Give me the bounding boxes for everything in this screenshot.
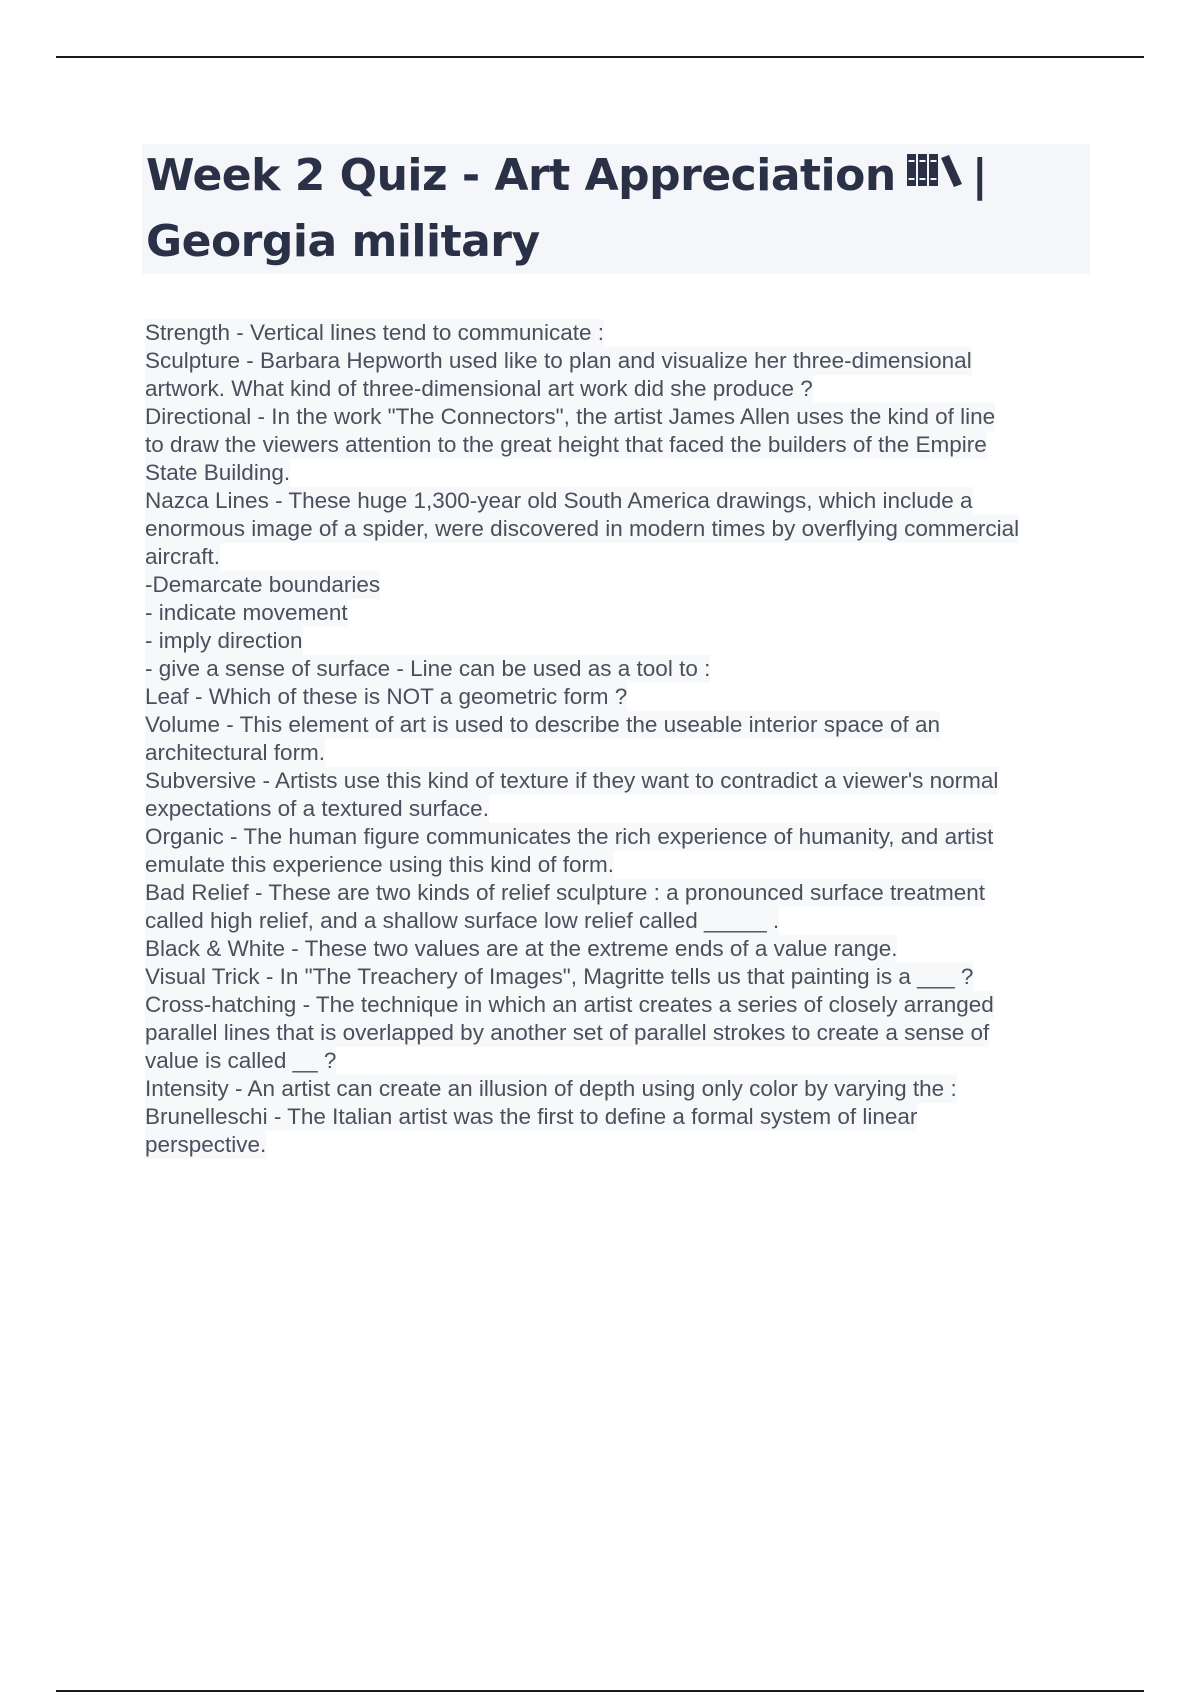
- text-line: value is called __ ?: [145, 1048, 337, 1073]
- text-line: - indicate movement: [145, 600, 348, 625]
- title-part-2: Georgia military: [146, 216, 540, 267]
- text-line: Volume - This element of art is used to describe the useable interior space of an: [145, 712, 941, 737]
- text-line: artwork. What kind of three-dimensional art work did she produce ?: [145, 376, 813, 401]
- title-separator: |: [971, 150, 988, 201]
- text-line: perspective.: [145, 1132, 267, 1157]
- text-line: expectations of a textured surface.: [145, 796, 489, 821]
- text-line: parallel lines that is overlapped by another set of parallel strokes to create a sense of: [145, 1020, 990, 1045]
- text-line: Sculpture - Barbara Hepworth used like to plan and visualize her three-dimensional: [145, 348, 972, 373]
- text-line: Intensity - An artist can create an illusion of depth using only color by varying the :: [145, 1076, 957, 1101]
- title-block: [142, 144, 1090, 274]
- quiz-content: [145, 319, 1095, 1159]
- text-line: Strength - Vertical lines tend to communicate :: [145, 320, 604, 345]
- text-line: Black & White - These two values are at the extreme ends of a value range.: [145, 936, 898, 961]
- books-icon: [906, 142, 966, 206]
- text-line: Visual Trick - In "The Treachery of Images", Magritte tells us that painting is a ___ ?: [145, 964, 974, 989]
- text-line: to draw the viewers attention to the great height that faced the builders of the Empire: [145, 432, 987, 457]
- text-line: Organic - The human figure communicates the rich experience of humanity, and artist: [145, 824, 994, 849]
- title-part-1: Week 2 Quiz - Art Appreciation: [146, 150, 896, 201]
- text-line: Leaf - Which of these is NOT a geometric form ?: [145, 684, 628, 709]
- text-line: enormous image of a spider, were discovered in modern times by overflying commercial: [145, 516, 1020, 541]
- top-rule: [56, 56, 1144, 58]
- text-line: aircraft.: [145, 544, 221, 569]
- page-title: [146, 144, 1084, 274]
- text-line: emulate this experience using this kind of form.: [145, 852, 614, 877]
- text-line: Subversive - Artists use this kind of texture if they want to contradict a viewer's normal: [145, 768, 999, 793]
- text-line: called high relief, and a shallow surface low relief called _____ .: [145, 908, 780, 933]
- bottom-rule: [56, 1690, 1144, 1692]
- text-line: Directional - In the work "The Connectors", the artist James Allen uses the kind of line: [145, 404, 996, 429]
- text-line: architectural form.: [145, 740, 326, 765]
- text-line: - imply direction: [145, 628, 303, 653]
- text-line: State Building.: [145, 460, 291, 485]
- text-line: Nazca Lines - These huge 1,300-year old South America drawings, which include a: [145, 488, 973, 513]
- text-line: -Demarcate boundaries: [145, 572, 381, 597]
- text-line: Bad Relief - These are two kinds of relief sculpture : a pronounced surface treatment: [145, 880, 986, 905]
- text-line: - give a sense of surface - Line can be used as a tool to :: [145, 656, 711, 681]
- text-line: Cross-hatching - The technique in which an artist creates a series of closely arranged: [145, 992, 994, 1017]
- text-line: Brunelleschi - The Italian artist was the first to define a formal system of linear: [145, 1104, 918, 1129]
